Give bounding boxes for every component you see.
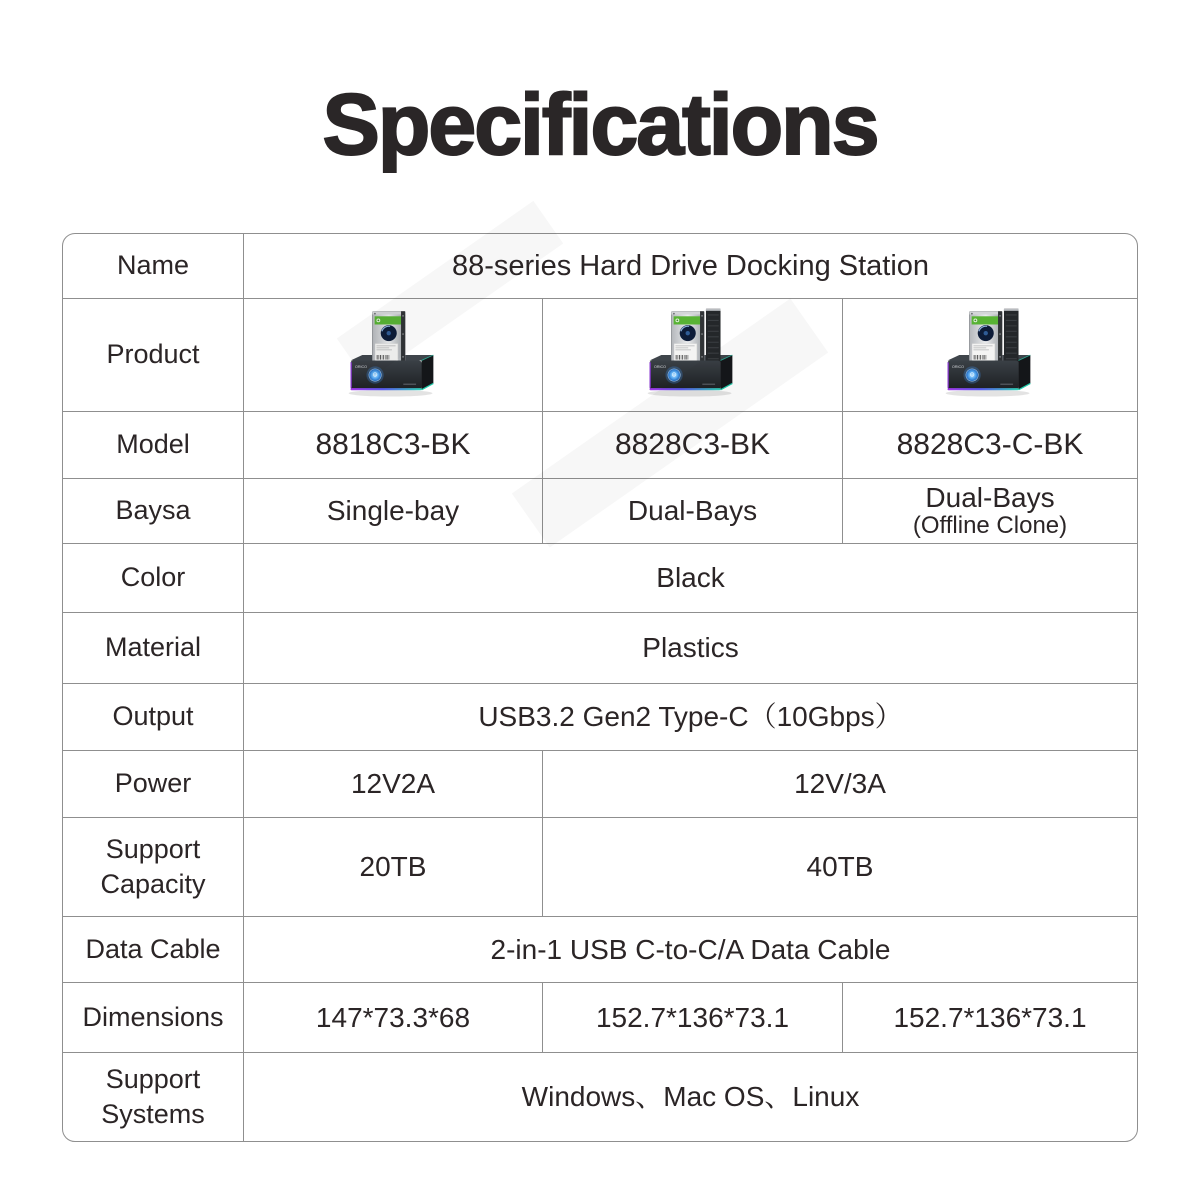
color-row-label: Color (63, 544, 243, 612)
model-value-2: 8828C3-BK (543, 412, 842, 478)
model-row-label: Model (63, 412, 243, 478)
single-bay-dock-image (325, 304, 462, 406)
model-value-1: 8818C3-BK (244, 412, 542, 478)
product-cell-8828c3-c (843, 299, 1137, 411)
capacity-row-label: Support Capacity (63, 818, 243, 916)
output-row-label: Output (63, 684, 243, 750)
dual-bay-clone-dock-image (922, 304, 1059, 406)
systems-value: Windows、Mac OS、Linux (244, 1053, 1137, 1141)
datacable-value: 2-in-1 USB C-to-C/A Data Cable (244, 917, 1137, 982)
capacity-value-2: 40TB (543, 818, 1137, 916)
product-cell-8828c3 (543, 299, 842, 411)
name-row-label: Name (63, 234, 243, 298)
product-cell-8818c3 (244, 299, 542, 411)
material-row-label: Material (63, 613, 243, 683)
power-value-2: 12V/3A (543, 751, 1137, 817)
systems-row-label: Support Systems (63, 1053, 243, 1141)
dimensions-row-label: Dimensions (63, 983, 243, 1052)
name-row-value: 88-series Hard Drive Docking Station (244, 234, 1137, 298)
power-value-1: 12V2A (244, 751, 542, 817)
bays-value-3-note: (Offline Clone) (912, 512, 1068, 540)
bays-value-3-main: Dual-Bays (925, 481, 1055, 513)
dual-bay-dock-image (624, 304, 761, 406)
capacity-value-1: 20TB (244, 818, 542, 916)
dimensions-value-3: 152.7*136*73.1 (843, 983, 1137, 1052)
material-value: Plastics (244, 613, 1137, 683)
color-value: Black (244, 544, 1137, 612)
datacable-row-label: Data Cable (63, 917, 243, 982)
spec-table (62, 233, 1138, 1142)
power-row-label: Power (63, 751, 243, 817)
bays-value-1: Single-bay (244, 479, 542, 543)
bays-row-label: Baysa (63, 479, 243, 543)
page-title: Specifications (322, 77, 878, 173)
bays-value-2: Dual-Bays (543, 479, 842, 543)
dimensions-value-2: 152.7*136*73.1 (543, 983, 842, 1052)
model-value-3: 8828C3-C-BK (843, 412, 1137, 478)
output-value: USB3.2 Gen2 Type-C（10Gbps） (244, 684, 1137, 750)
product-row-label: Product (63, 299, 243, 411)
bays-value-3 (843, 479, 1137, 543)
dimensions-value-1: 147*73.3*68 (244, 983, 542, 1052)
